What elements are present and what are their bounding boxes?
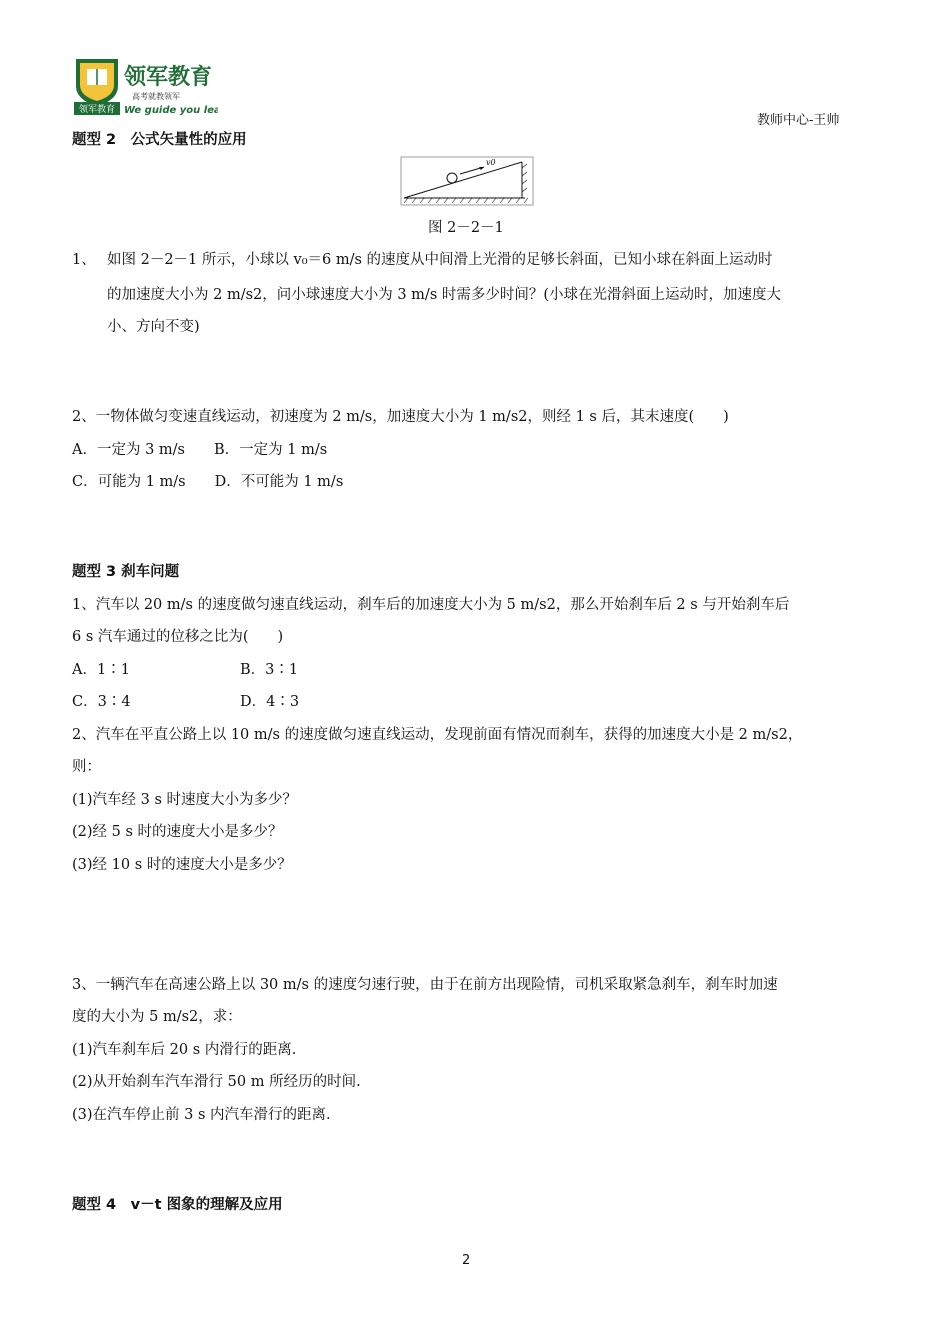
option-a: A．1∶1 bbox=[72, 662, 130, 678]
velocity-label: v0 bbox=[486, 158, 496, 167]
section-title-3: 题型 3 刹车问题 bbox=[72, 564, 180, 580]
question-text: 如图 2－2－1 所示，小球以 v₀＝6 m/s 的速度从中间滑上光滑的足够长斜面，已知小球在斜面上运动时 bbox=[107, 252, 773, 268]
page-number: 2 bbox=[462, 1253, 471, 1268]
incline-diagram bbox=[400, 156, 534, 206]
sub-question: (1)汽车刹车后 20 s 内滑行的距离. bbox=[72, 1042, 297, 1058]
question-text: 2、一物体做匀变速直线运动，初速度为 2 m/s，加速度大小为 1 m/s2，则经 1 s 后，其末速度( ) bbox=[72, 409, 729, 425]
ball-icon bbox=[447, 173, 457, 183]
logo-subtitle: 高考就教领军 bbox=[132, 92, 180, 101]
question-text: 2、汽车在平直公路上以 10 m/s 的速度做匀速直线运动，发现前面有情况而刹车，获得的加速度大小是 2 m/s2， bbox=[72, 727, 803, 743]
options-line: C．可能为 1 m/s D．不可能为 1 m/s bbox=[72, 474, 344, 490]
sub-question: (1)汽车经 3 s 时速度大小为多少？ bbox=[72, 792, 298, 808]
sub-question: (2)从开始刹车汽车滑行 50 m 所经历的时间. bbox=[72, 1074, 361, 1090]
question-text: 则： bbox=[72, 759, 101, 775]
incline-figure bbox=[400, 156, 534, 206]
sub-question: (3)在汽车停止前 3 s 内汽车滑行的距离. bbox=[72, 1107, 331, 1123]
logo-slogan: We guide you lead bbox=[124, 105, 218, 116]
header-teacher: 教师中心-王帅 bbox=[757, 113, 840, 128]
options-line: A．一定为 3 m/s B．一定为 1 m/s bbox=[72, 442, 328, 458]
option-b: B．3∶1 bbox=[240, 662, 299, 678]
question-text: 1、汽车以 20 m/s 的速度做匀速直线运动，刹车后的加速度大小为 5 m/s2，那么开始刹车后 2 s 与开始刹车后 bbox=[72, 597, 790, 613]
sub-question: (2)经 5 s 时的速度大小是多少？ bbox=[72, 824, 283, 840]
question-number: 1、 bbox=[72, 252, 96, 268]
sub-question: (3)经 10 s 时的速度大小是多少？ bbox=[72, 857, 292, 873]
logo-badge: 领军教育 bbox=[78, 105, 116, 115]
option-d: D．4∶3 bbox=[240, 694, 300, 710]
logo-title: 领军教育 bbox=[124, 65, 213, 90]
question-text: 3、一辆汽车在高速公路上以 30 m/s 的速度匀速行驶，由于在前方出现险情，司机采取紧急刹车，刹车时加速 bbox=[72, 977, 778, 993]
section-title-2: 题型 2 公式矢量性的应用 bbox=[72, 132, 247, 148]
question-text: 6 s 汽车通过的位移之比为( ) bbox=[72, 629, 284, 645]
question-text: 小、方向不变) bbox=[107, 319, 200, 335]
section-title-4: 题型 4 v－t 图象的理解及应用 bbox=[72, 1197, 283, 1213]
logo bbox=[72, 56, 218, 118]
question-text: 度的大小为 5 m/s2，求： bbox=[72, 1009, 242, 1025]
question-text: 的加速度大小为 2 m/s2，问小球速度大小为 3 m/s 时需多少时间？(小球在光滑斜面上运动时，加速度大 bbox=[107, 287, 782, 303]
option-c: C．3∶4 bbox=[72, 694, 131, 710]
figure-caption: 图 2－2－1 bbox=[428, 220, 504, 236]
logo-image bbox=[72, 56, 218, 118]
